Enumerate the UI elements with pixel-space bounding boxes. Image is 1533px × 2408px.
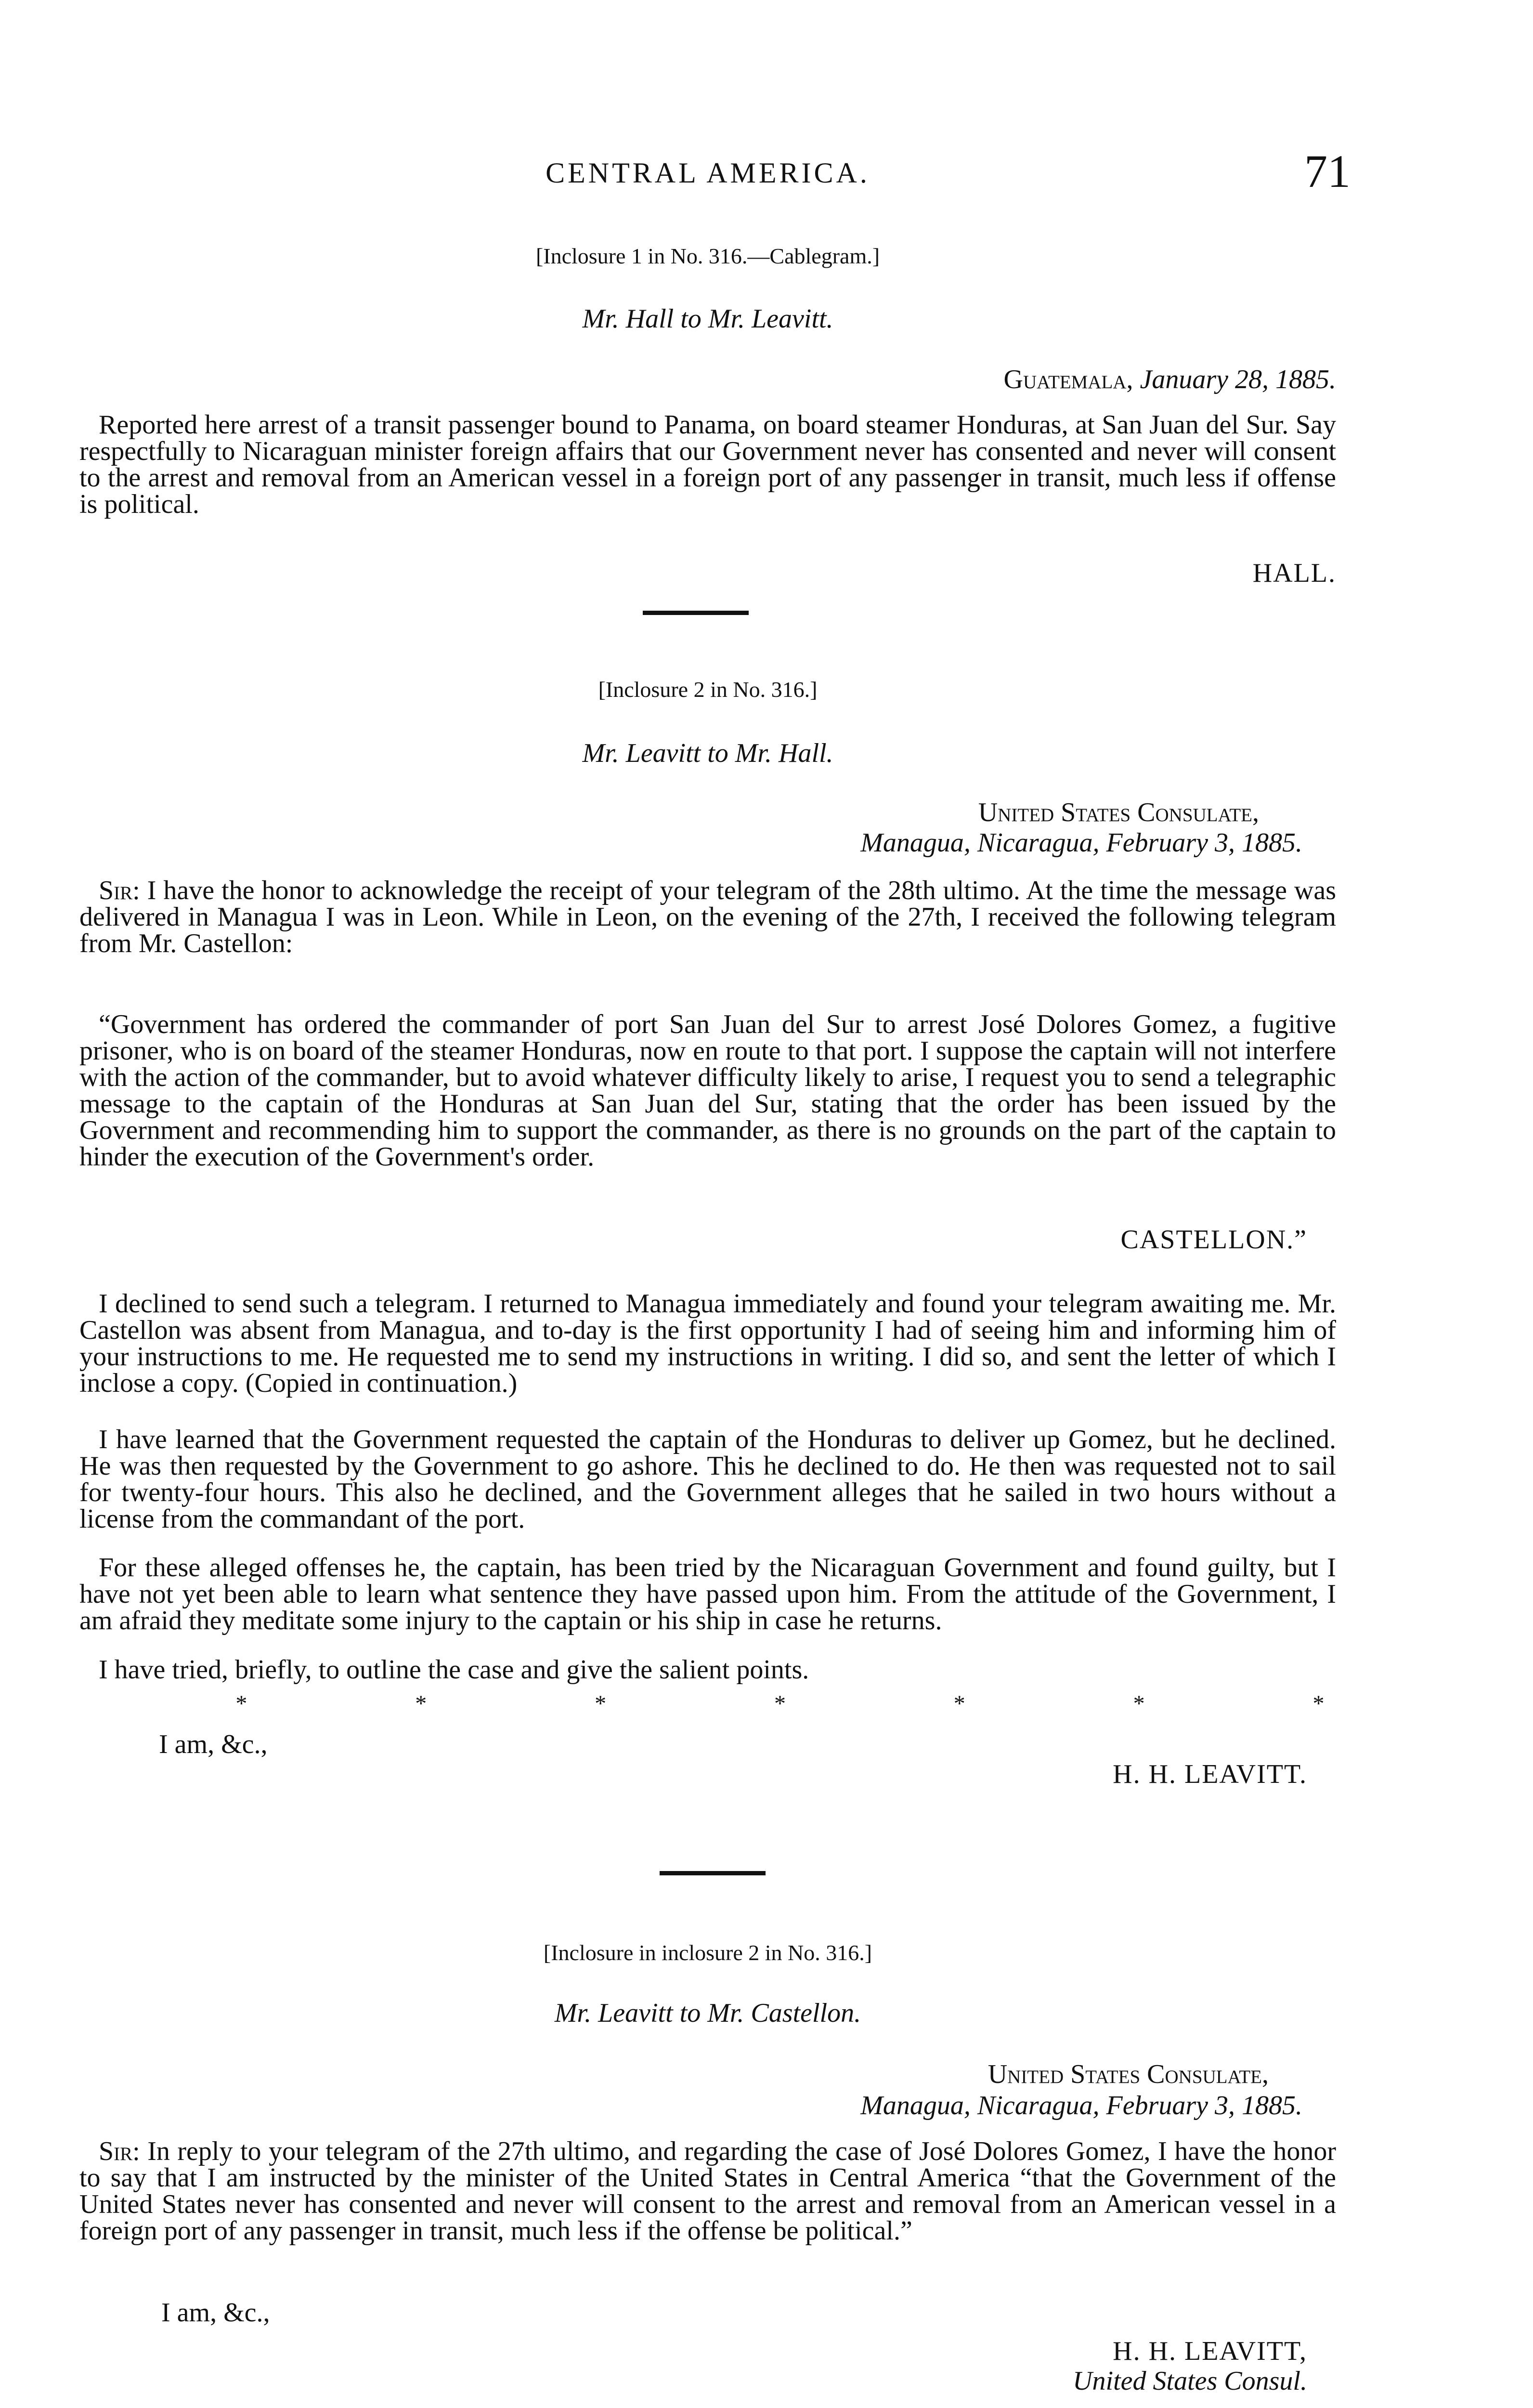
star: *	[953, 1691, 965, 1716]
salutation-3: Sir:	[99, 2136, 140, 2166]
closing-3: I am, &c.,	[161, 2298, 270, 2328]
star: *	[415, 1691, 427, 1716]
signature-2: H. H. LEAVITT.	[1113, 1759, 1307, 1789]
correspondent-heading-2: Mr. Leavitt to Mr. Hall.	[582, 738, 833, 768]
star: *	[235, 1691, 247, 1716]
star: *	[1312, 1691, 1325, 1716]
office-line-3: United States Consulate,	[987, 2059, 1269, 2089]
dateline-date-1: January 28, 1885.	[1140, 365, 1336, 394]
closing-2: I am, &c.,	[159, 1729, 268, 1759]
body-paragraph-2e: I have tried, briefly, to outline the case and give the salient points.	[99, 1655, 809, 1685]
running-title: CENTRAL AMERICA.	[546, 157, 870, 189]
signature-3: H. H. LEAVITT,	[1113, 2336, 1307, 2366]
body-paragraph-3	[79, 2138, 1336, 2244]
quote-signature: CASTELLON.”	[1120, 1225, 1307, 1255]
section-divider-2	[660, 1871, 766, 1875]
body-paragraph-1: Reported here arrest of a transit passenger bound to Panama, on board steamer Honduras, at San Juan del Sur. Say respectfully to Nicaraguan minister foreign affairs that our Government never has consented and never will consent to the arrest and removal from an American vessel in a foreign port of any passenger in transit, much less if offense is political.	[79, 410, 1336, 519]
star: *	[1133, 1691, 1145, 1716]
inclosure-heading-3: [Inclosure in inclosure 2 in No. 316.]	[543, 1940, 872, 1965]
body-text-3: In reply to your telegram of the 27th ultimo, and regarding the case of José Dolores Gomez, I have the honor to say that I am instructed by the minister of the United States in Central America “that the Government of the United States never has consented and never will consent to the arrest and removal from an American vessel in a foreign port of any passenger in transit, much less if the offense be political.”	[79, 2136, 1337, 2246]
body-paragraph-2a	[79, 877, 1336, 957]
correspondent-heading-1: Mr. Hall to Mr. Leavitt.	[582, 304, 833, 334]
dateline-2: Managua, Nicaragua, February 3, 1885.	[860, 828, 1302, 858]
star: *	[595, 1691, 607, 1716]
signature-title-3: United States Consul.	[1073, 2366, 1307, 2396]
body-paragraph-2d: For these alleged offenses he, the captain, has been tried by the Nicaraguan Government and found guilty, but I have not yet been able to learn what sentence they have passed upon him. From the attitude of the Government, I am afraid they meditate some injury to the captain or his ship in case he returns.	[79, 1553, 1336, 1636]
salutation-2: Sir:	[99, 876, 140, 905]
office-line-2: United States Consulate,	[978, 798, 1259, 827]
page-number: 71	[1304, 145, 1351, 197]
dateline-1	[79, 364, 1336, 395]
correspondent-heading-3: Mr. Leavitt to Mr. Castellon.	[554, 1998, 861, 2028]
body-text-2a: I have the honor to acknowledge the receipt of your telegram of the 28th ultimo. At the time the message was delivered in Managua I was in Leon. While in Leon, on the evening of the 27th, I received the following telegram from Mr. Castellon:	[79, 876, 1337, 958]
body-paragraph-2c: I have learned that the Government requested the captain of the Honduras to deliver up Gomez, but he declined. He was then requested by the Government to go ashore. This he declined to do. He then was requested not to sail for twenty-four hours. This also he declined, and the Government alleges that he sailed in two hours without a license from the commandant of the port.	[79, 1425, 1336, 1534]
inclosure-heading-2: [Inclosure 2 in No. 316.]	[598, 677, 818, 702]
page-header	[79, 144, 1351, 197]
ellipsis-stars	[79, 1690, 1481, 1717]
dateline-3: Managua, Nicaragua, February 3, 1885.	[860, 2091, 1302, 2120]
section-divider-1	[643, 611, 749, 615]
star: *	[774, 1691, 786, 1716]
inclosure-heading-1: [Inclosure 1 in No. 316.—Cablegram.]	[535, 244, 880, 268]
dateline-place-1: Guatemala,	[1003, 365, 1133, 394]
body-paragraph-2b: I declined to send such a telegram. I returned to Managua immediately and found your telegram awaiting me. Mr. Castellon was absent from Managua, and to-day is the first opportunity I had of seeing him and informing him of your instructions to me. He requested me to send my instructions in writing. I did so, and sent the letter of which I inclose a copy. (Copied in continuation.)	[79, 1289, 1336, 1398]
quoted-telegram: “Government has ordered the commander of port San Juan del Sur to arrest José Dolores Gomez, a fugitive prisoner, who is on board of the steamer Honduras, now en route to that port. I suppose the captain will not interfere with the action of the commander, but to avoid whatever difficulty likely to arise, I request you to send a telegraphic message to the captain of the Honduras at San Juan del Sur, stating that the order has been issued by the Government and recommending him to support the commander, as there is no grounds on the part of the captain to hinder the execution of the Government's order.	[79, 1009, 1336, 1172]
signature-1: HALL.	[1252, 558, 1336, 588]
